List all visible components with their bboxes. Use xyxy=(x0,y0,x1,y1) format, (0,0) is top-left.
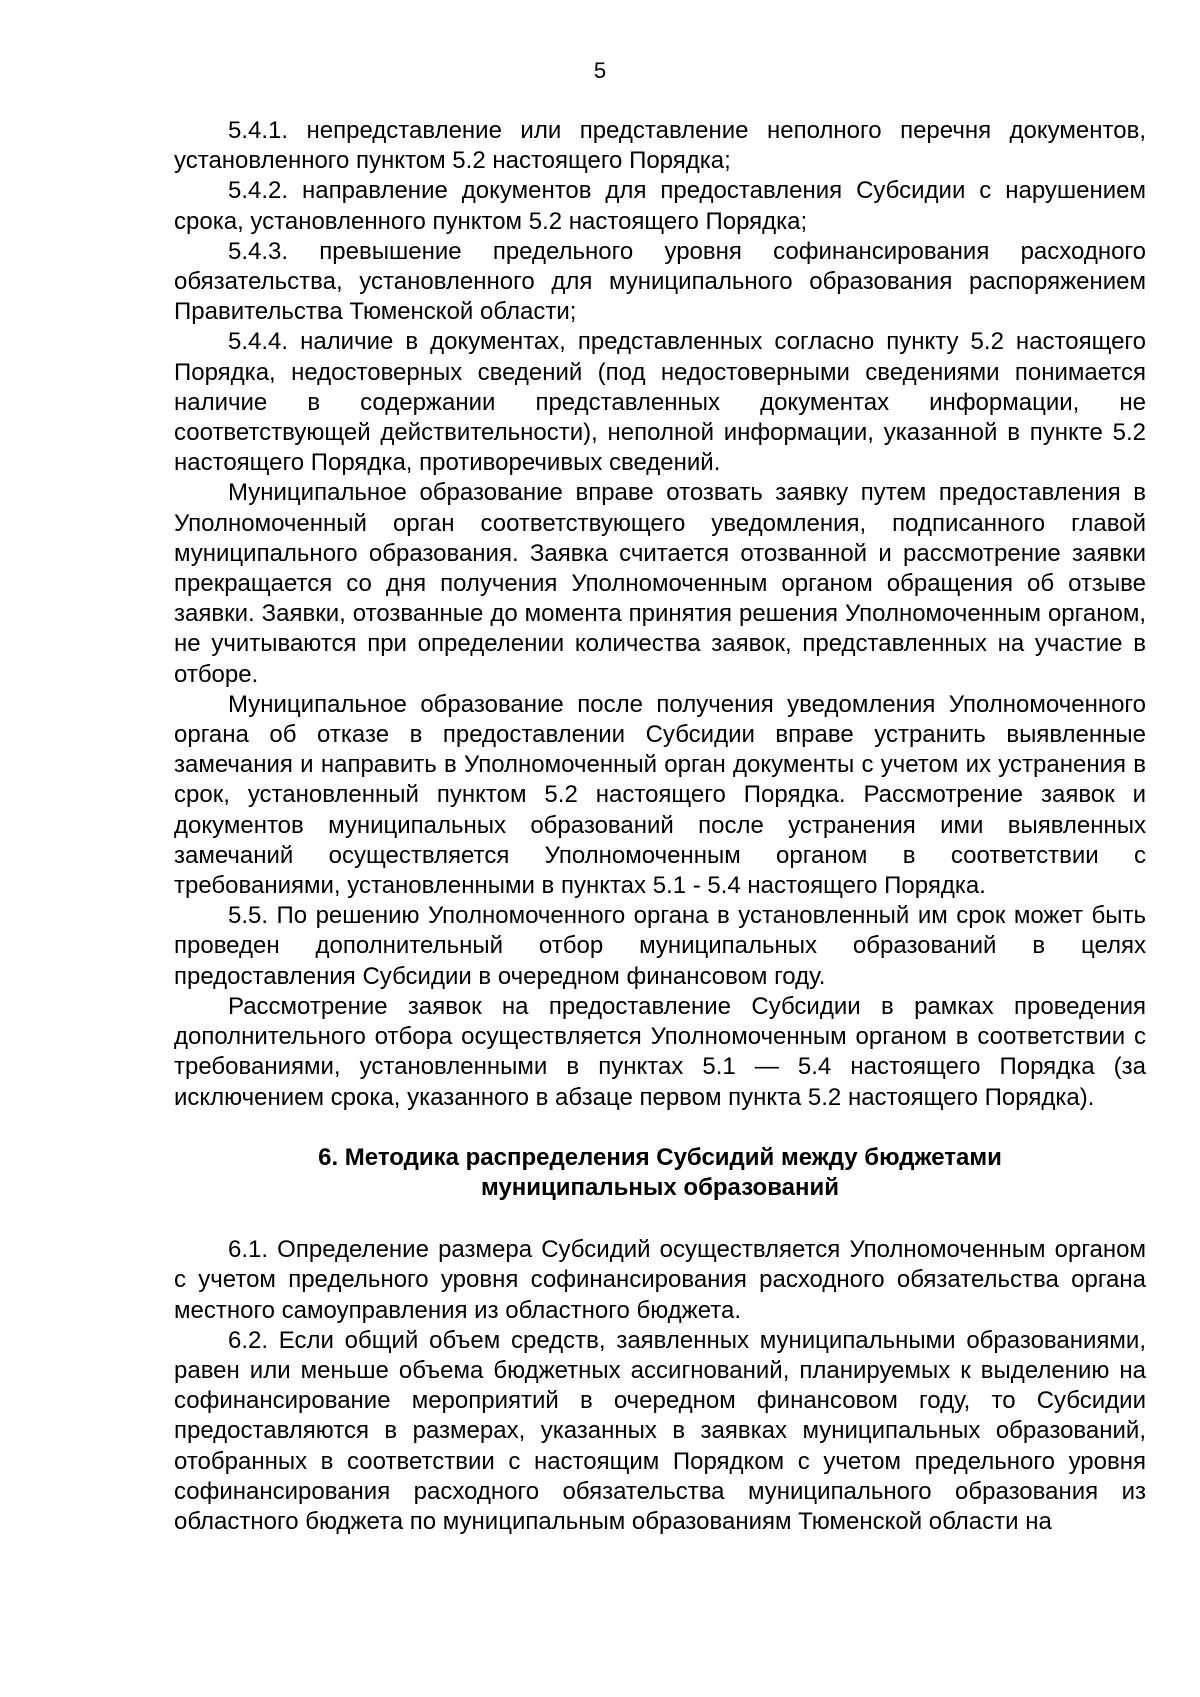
paragraph-5-4-2: 5.4.2. направление документов для предоставления Субсидии с нарушением срока, установленного пунктом 5.2 настоящего Порядка; xyxy=(174,177,1146,235)
section-6-heading-line2: муниципальных образований xyxy=(481,1173,839,1201)
document-body xyxy=(174,116,1146,1537)
page-number: 5 xyxy=(593,58,607,83)
paragraph-5-4-1: 5.4.1. непредставление или представление неполного перечня документов, установленного пунктом 5.2 настоящего Порядка; xyxy=(174,117,1146,175)
section-6-heading xyxy=(174,1143,1146,1203)
paragraph-withdraw-application: Муниципальное образование вправе отозвать заявку путем предоставления в Уполномоченный орган соответствующего уведомления, подписанного главой муниципального образования. Заявка считается отозванной и рассмотрение заявки прекращается со дня получения Уполномоченным органом обращения об отзыве заявки. Заявки, отозванные до момента принятия решения Уполномоченным органом, не учитываются при определении количества заявок, представленных на участие в отборе. xyxy=(174,479,1146,688)
section-6-heading-line1: 6. Методика распределения Субсидий между бюджетами xyxy=(318,1143,1002,1171)
paragraph-6-2: 6.2. Если общий объем средств, заявленных муниципальными образованиями, равен или меньше объема бюджетных ассигнований, планируемых к выделению на софинансирование мероприятий в очередном финансовом году, то Субсидии предоставляются в размерах, указанных в заявках муниципальных образований, отобранных в соответствии с настоящим Порядком с учетом предельного уровня софинансирования расходного обязательства муниципального образования из областного бюджета по муниципальным образованиям Тюменской области на xyxy=(174,1326,1146,1535)
paragraph-5-4-3: 5.4.3. превышение предельного уровня софинансирования расходного обязательства, установленного для муниципального образования распоряжением Правительства Тюменской области; xyxy=(174,237,1146,326)
paragraph-6-1: 6.1. Определение размера Субсидий осуществляется Уполномоченным органом с учетом предельного уровня софинансирования расходного обязательства органа местного самоуправления из областного бюджета. xyxy=(174,1236,1146,1324)
paragraph-eliminate-remarks: Муниципальное образование после получения уведомления Уполномоченного органа об отказе в предоставлении Субсидии вправе устранить выявленные замечания и направить в Уполномоченный орган документы с учетом их устранения в срок, установленный пунктом 5.2 настоящего Порядка. Рассмотрение заявок и документов муниципальных образований после устранения ими выявленных замечаний осуществляется Уполномоченным органом в соответствии с требованиями, установленными в пунктах 5.1 - 5.4 настоящего Порядка. xyxy=(174,690,1146,900)
paragraph-additional-selection: Рассмотрение заявок на предоставление Субсидии в рамках проведения дополнительного отбора осуществляется Уполномоченным органом в соответствии с требованиями, установленными в пунктах 5.1 — 5.4 настоящего Порядка (за исключением срока, указанного в абзаце первом пункта 5.2 настоящего Порядка). xyxy=(174,992,1146,1111)
paragraph-5-4-4: 5.4.4. наличие в документах, представленных согласно пункту 5.2 настоящего Порядка, недостоверных сведений (под недостоверными сведениями понимается наличие в содержании представленных документах информации, не соответствующей действительности), неполной информации, указанной в пункте 5.2 настоящего Порядка, противоречивых сведений. xyxy=(174,328,1146,477)
paragraph-5-5: 5.5. По решению Уполномоченного органа в установленный им срок может быть проведен дополнительный отбор муниципальных образований в целях предоставления Субсидии в очередном финансовом году. xyxy=(174,902,1146,990)
